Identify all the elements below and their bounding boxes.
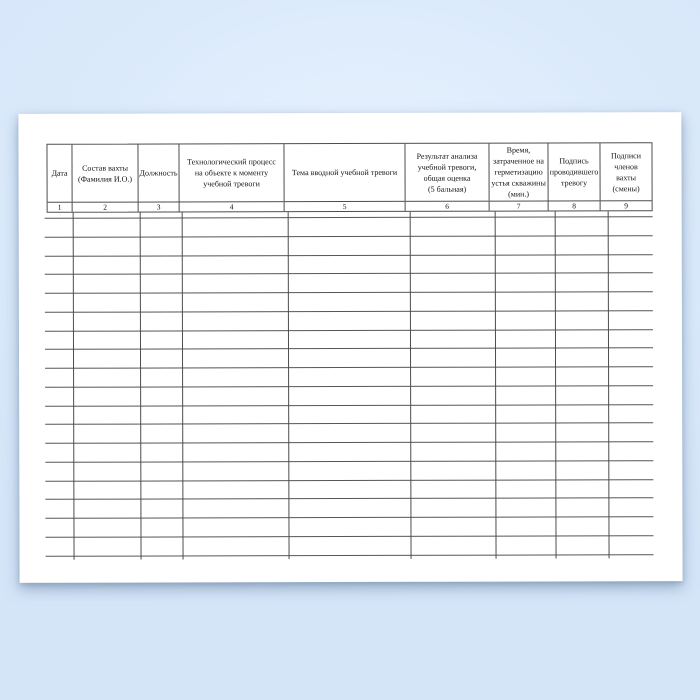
column-number: 2 (73, 203, 139, 212)
column-header-shift-members: Состав вахты (Фамилия И.О.) (72, 145, 138, 202)
column-number: 8 (549, 201, 601, 210)
column-number: 4 (180, 202, 285, 211)
table-row (45, 255, 653, 275)
table-row (45, 236, 653, 256)
table-row (45, 273, 653, 293)
column-number: 1 (48, 203, 73, 212)
column-number: 7 (490, 201, 549, 210)
column-header-conductor-signature: Подпись проводившего тревогу (548, 143, 600, 200)
column-number: 5 (285, 202, 406, 211)
column-number: 9 (624, 201, 629, 210)
table-row (45, 480, 653, 500)
table-body (45, 216, 654, 556)
column-header-alarm-topic: Тема вводной учебной тревоги (284, 144, 405, 201)
column-header-members-signatures: Подписи членов вахты (смены) (610, 150, 642, 193)
table-row (45, 330, 653, 350)
table-row (45, 536, 653, 556)
form-sheet (18, 112, 682, 583)
table-row (45, 517, 653, 537)
table-row (45, 311, 653, 331)
column-header-sealing-time: Время, затраченное на герметизацию устья скважины (мин.) (489, 143, 548, 200)
column-number-row (48, 201, 652, 212)
column-header-position: Должность (138, 144, 179, 201)
table-row (45, 348, 653, 368)
column-header-date: Дата (47, 145, 72, 202)
table-row (45, 423, 653, 443)
column-number: 3 (139, 202, 180, 211)
training-alarm-log-table (46, 142, 652, 213)
table-row (45, 386, 653, 406)
column-header-analysis-result: Результат анализа учебной тревоги, общая оценка (5 бальная) (405, 144, 489, 201)
table-row (45, 461, 653, 481)
table-row (45, 217, 653, 237)
table-row (45, 292, 653, 312)
table-header-row (47, 143, 651, 203)
column-header-process: Технологический процесс на объекте к моменту учебной тревоги (179, 144, 284, 201)
column-number: 6 (406, 202, 490, 211)
table-row (45, 405, 653, 425)
table-row (45, 498, 653, 518)
table-row (45, 367, 653, 387)
table-row (45, 442, 653, 462)
